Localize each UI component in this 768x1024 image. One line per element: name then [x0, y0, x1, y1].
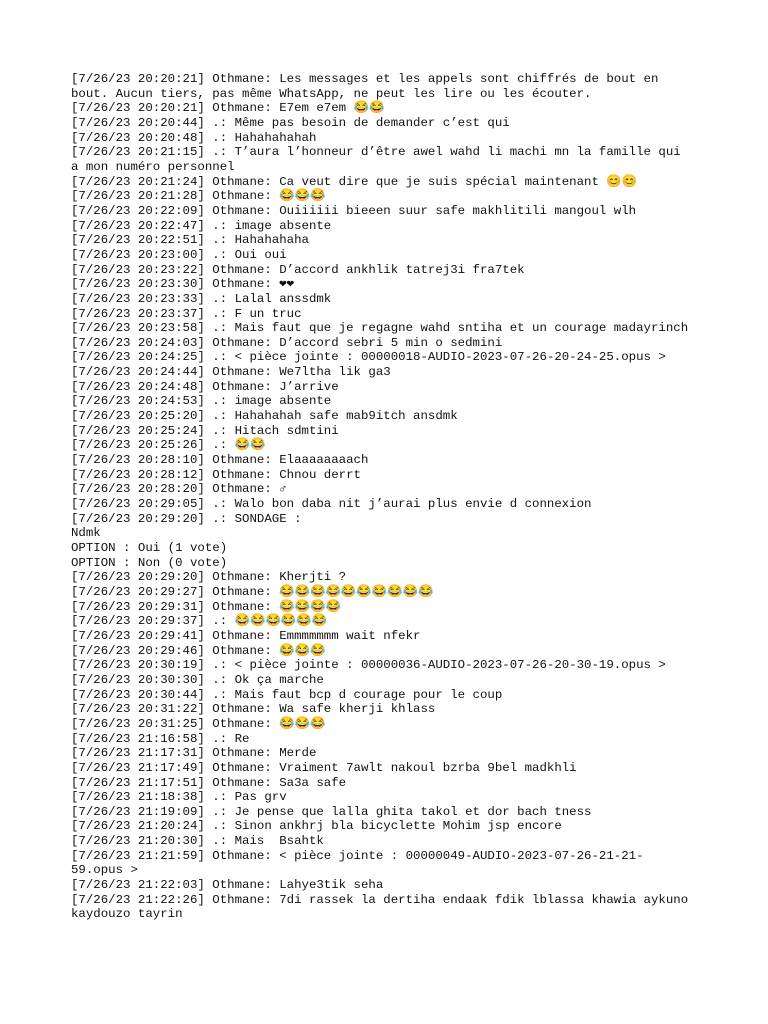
chat-line: [7/26/23 20:24:44] Othmane: We7ltha lik ga3	[71, 365, 391, 380]
chat-line: OPTION : Non (0 vote)	[71, 555, 228, 570]
chat-line: [7/26/23 20:20:44] .: Même pas besoin de demander c’est qui	[71, 115, 510, 130]
chat-line: [7/26/23 20:25:20] .: Hahahahah safe mab9itch ansdmk	[71, 409, 458, 424]
chat-line: [7/26/23 20:30:30] .: Ok ça marche	[71, 672, 324, 687]
chat-line: [7/26/23 20:23:33] .: Lalal anssdmk	[71, 291, 332, 306]
chat-line: [7/26/23 20:29:05] .: Walo bon daba nit j’aurai plus envie d connexion	[71, 497, 592, 512]
chat-line: [7/26/23 20:31:22] Othmane: Wa safe kherji khlass	[71, 702, 436, 717]
chat-line: [7/26/23 21:18:38] .: Pas grv	[71, 790, 287, 805]
chat-line: kaydouzo tayrin	[71, 907, 183, 922]
chat-line: [7/26/23 20:20:48] .: Hahahahahah	[71, 130, 317, 145]
chat-line: [7/26/23 21:17:49] Othmane: Vraiment 7awlt nakoul bzrba 9bel madkhli	[71, 760, 577, 775]
chat-line: [7/26/23 20:30:19] .: < pièce jointe : 00000036-AUDIO-2023-07-26-20-30-19.opus >	[71, 658, 666, 673]
chat-line: [7/26/23 20:28:12] Othmane: Chnou derrt	[71, 467, 361, 482]
chat-line: [7/26/23 20:24:53] .: image absente	[71, 394, 332, 409]
chat-line: [7/26/23 20:23:37] .: F un truc	[71, 306, 302, 321]
chat-line: [7/26/23 21:22:26] Othmane: 7di rassek la dertiha endaak fdik lblassa khawia aykuno	[71, 892, 689, 907]
chat-line: [7/26/23 20:28:20] Othmane: ♂	[71, 482, 287, 497]
chat-line: bout. Aucun tiers, pas même WhatsApp, ne peut les lire ou les écouter.	[71, 86, 592, 101]
chat-line: [7/26/23 20:25:26] .: 😂😂	[71, 438, 266, 453]
chat-line: [7/26/23 20:29:41] Othmane: Emmmmmmm wait nfekr	[71, 628, 421, 643]
chat-line: [7/26/23 21:19:09] .: Je pense que lalla ghita takol et dor bach tness	[71, 804, 592, 819]
chat-line: [7/26/23 20:20:21] Othmane: E7em e7em 😂😂	[71, 101, 385, 116]
chat-line: [7/26/23 20:30:44] .: Mais faut bcp d courage pour le coup	[71, 687, 503, 702]
chat-line: [7/26/23 20:29:20] Othmane: Kherjti ?	[71, 570, 347, 585]
chat-line: [7/26/23 20:24:25] .: < pièce jointe : 00000018-AUDIO-2023-07-26-20-24-25.opus >	[71, 350, 666, 365]
chat-line: [7/26/23 20:25:24] .: Hitach sdmtini	[71, 423, 339, 438]
chat-line: Ndmk	[71, 526, 101, 541]
chat-line: [7/26/23 20:23:30] Othmane: ❤❤	[71, 277, 295, 292]
chat-line: [7/26/23 21:17:31] Othmane: Merde	[71, 746, 317, 761]
chat-line: [7/26/23 20:22:09] Othmane: Ouiiiiii bieeen suur safe makhlitili mangoul wlh	[71, 203, 637, 218]
chat-line: [7/26/23 20:22:51] .: Hahahahaha	[71, 233, 309, 248]
chat-line: [7/26/23 20:31:25] Othmane: 😂😂😂	[71, 716, 326, 731]
chat-line: [7/26/23 20:24:48] Othmane: J’arrive	[71, 379, 339, 394]
chat-line: [7/26/23 20:29:37] .: 😂😂😂😂😂😂	[71, 614, 328, 629]
chat-line: [7/26/23 20:29:20] .: SONDAGE :	[71, 511, 302, 526]
chat-line: [7/26/23 20:29:27] Othmane: 😂😂😂😂😂😂😂😂😂😂	[71, 584, 434, 599]
chat-line: [7/26/23 21:20:24] .: Sinon ankhrj bla bicyclette Mohim jsp encore	[71, 819, 562, 834]
chat-line: [7/26/23 21:21:59] Othmane: < pièce jointe : 00000049-AUDIO-2023-07-26-21-21-	[71, 848, 644, 863]
chat-line: [7/26/23 20:20:21] Othmane: Les messages et les appels sont chiffrés de bout en	[71, 72, 659, 86]
chat-line: [7/26/23 20:29:46] Othmane: 😂😂😂	[71, 643, 326, 658]
chat-line: [7/26/23 20:23:00] .: Oui oui	[71, 247, 287, 262]
chat-line: [7/26/23 20:21:15] .: T’aura l’honneur d’être awel wahd li machi mn la famille qui	[71, 145, 681, 160]
chat-line: [7/26/23 21:16:58] .: Re	[71, 731, 250, 746]
chat-line: [7/26/23 20:28:10] Othmane: Elaaaaaaaach	[71, 453, 369, 468]
chat-line: a mon numéro personnel	[71, 159, 235, 174]
chat-line: [7/26/23 20:23:58] .: Mais faut que je regagne wahd sntiha et un courage madayrinch	[71, 321, 689, 336]
chat-line: 59.opus >	[71, 863, 138, 878]
chat-line: [7/26/23 20:22:47] .: image absente	[71, 218, 332, 233]
chat-line: OPTION : Oui (1 vote)	[71, 541, 228, 555]
chat-line: [7/26/23 21:20:30] .: Mais Bsahtk	[71, 834, 324, 849]
chat-log-document	[71, 72, 711, 922]
chat-line: [7/26/23 20:29:31] Othmane: 😂😂😂😂	[71, 599, 341, 614]
chat-line: [7/26/23 21:22:03] Othmane: Lahye3tik seha	[71, 878, 384, 893]
chat-line: [7/26/23 20:23:22] Othmane: D’accord ankhlik tatrej3i fra7tek	[71, 262, 525, 277]
chat-line: [7/26/23 20:21:28] Othmane: 😂😂😂	[71, 189, 326, 204]
chat-line: [7/26/23 20:21:24] Othmane: Ca veut dire que je suis spécial maintenant 😊😊	[71, 174, 638, 189]
chat-line: [7/26/23 20:24:03] Othmane: D’accord sebri 5 min o sedmini	[71, 335, 503, 350]
chat-line: [7/26/23 21:17:51] Othmane: Sa3a safe	[71, 775, 347, 790]
